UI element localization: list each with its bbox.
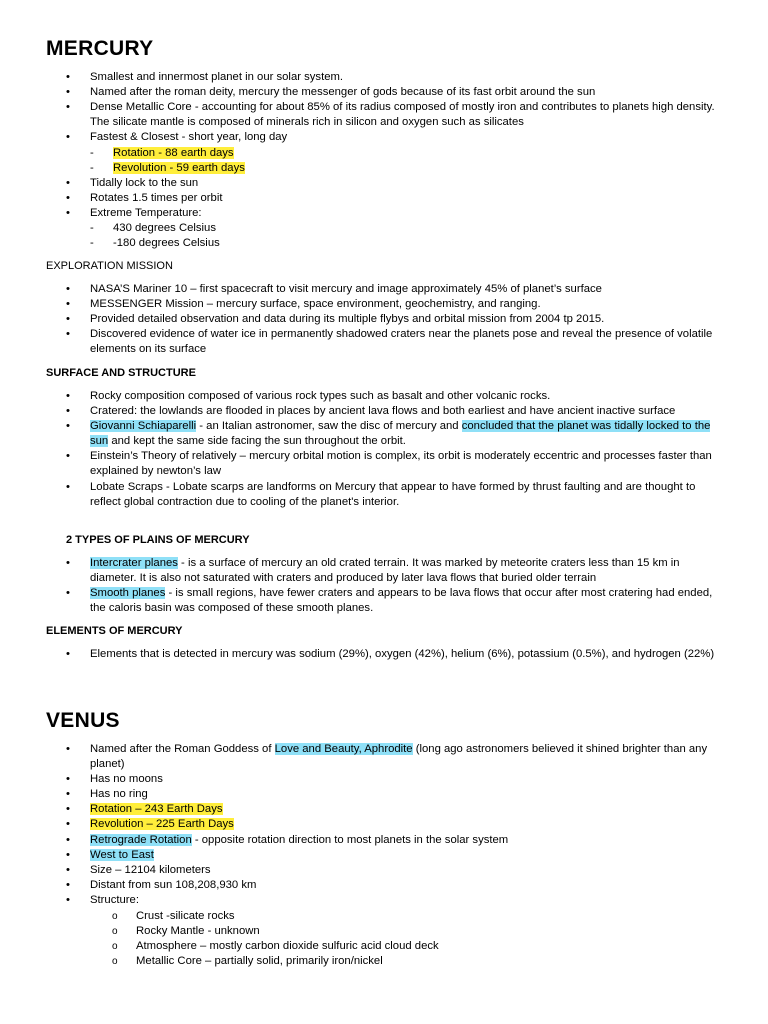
retrograde-text: - opposite rotation direction to most planets in the solar system bbox=[191, 833, 509, 846]
surface-list bbox=[46, 389, 728, 510]
list-item: • NASA’S Mariner 10 – first spacecraft to visit mercury and image approximately 45% of planet’s surface bbox=[46, 282, 728, 297]
smooth-highlight: Smooth planes bbox=[90, 587, 166, 600]
list-item: • Size – 12104 kilometers bbox=[46, 863, 728, 878]
list-item bbox=[46, 742, 728, 772]
elements-list bbox=[46, 647, 728, 662]
list-item: • Discovered evidence of water ice in permanently shadowed craters near the planets pose and reveal the presence of volatile elements on its surface bbox=[46, 327, 728, 357]
schiaparelli-highlight: Giovanni Schiaparelli bbox=[90, 420, 197, 433]
temp-sub-list bbox=[46, 221, 728, 251]
smooth-text: - is small regions, have fewer craters and appears to be lava flows that occur after most cratering had ended, the caloris basin was composed of these smooth planes. bbox=[90, 587, 713, 615]
list-item bbox=[46, 817, 728, 832]
list-item bbox=[46, 833, 728, 848]
revolution-highlight: Revolution - 59 earth days bbox=[113, 162, 245, 175]
retrograde-highlight: Retrograde Rotation bbox=[90, 833, 192, 846]
tidally-locked-highlight: concluded that the planet was tidally locked to the sun bbox=[90, 420, 711, 448]
list-item: • Dense Metallic Core - accounting for about 85% of its radius composed of mostly iron and contributes to planets high density. The silicate mantle is composed of minerals rich in silicon and oxygen such as silicates bbox=[46, 100, 728, 130]
list-item: • Einstein’s Theory of relatively – mercury orbital motion is complex, its orbit is moderately eccentric and processes faster than explained by newton’s law bbox=[46, 449, 728, 479]
list-item: - -180 degrees Celsius bbox=[46, 236, 728, 251]
mercury-intro-list bbox=[46, 70, 728, 145]
list-item: - 430 degrees Celsius bbox=[46, 221, 728, 236]
list-item: o Crust -silicate rocks bbox=[46, 909, 728, 924]
list-item: • Extreme Temperature: bbox=[46, 206, 728, 221]
list-item: • Structure: bbox=[46, 893, 728, 908]
list-item: • Has no ring bbox=[46, 787, 728, 802]
mercury-title: MERCURY bbox=[46, 37, 154, 60]
list-item bbox=[46, 146, 728, 161]
direction-highlight: West to East bbox=[90, 848, 154, 861]
list-item: • Distant from sun 108,208,930 km bbox=[46, 878, 728, 893]
list-item: • Elements that is detected in mercury was sodium (29%), oxygen (42%), helium (6%), potassium (0.5%), and hydrogen (22%) bbox=[46, 647, 728, 662]
list-item: • Tidally lock to the sun bbox=[46, 176, 728, 191]
list-item: • Named after the roman deity, mercury the messenger of gods because of its fast orbit around the sun bbox=[46, 85, 728, 100]
structure-sub-list bbox=[46, 909, 728, 969]
schiaparelli-text: - an Italian astronomer, saw the disc of mercury and bbox=[196, 420, 462, 433]
exploration-heading: EXPLORATION MISSION bbox=[46, 260, 173, 272]
fast-sub-list bbox=[46, 146, 728, 176]
venus-rotation-highlight: Rotation – 243 Earth Days bbox=[90, 803, 223, 816]
rotation-highlight: Rotation - 88 earth days bbox=[113, 147, 234, 159]
aphrodite-highlight: Love and Beauty, Aphrodite bbox=[274, 743, 413, 755]
exploration-list bbox=[46, 282, 728, 357]
list-item bbox=[46, 802, 728, 817]
plains-heading: 2 TYPES OF PLAINS OF MERCURY bbox=[66, 534, 250, 546]
list-item: • Rotates 1.5 times per orbit bbox=[46, 191, 728, 206]
list-item: o Atmosphere – mostly carbon dioxide sulfuric acid cloud deck bbox=[46, 939, 728, 954]
list-item bbox=[46, 161, 728, 176]
intercrater-text: - is a surface of mercury an old crated terrain. It was marked by meteorite craters less than 15 km in diameter. It is also not saturated with craters and produced by later lava flows that buried older terrain bbox=[90, 557, 680, 585]
list-item: • Rocky composition composed of various rock types such as basalt and other volcanic rocks. bbox=[46, 389, 728, 404]
list-item: • MESSENGER Mission – mercury surface, space environment, geochemistry, and ranging. bbox=[46, 297, 728, 312]
list-item: • Provided detailed observation and data during its multiple flybys and orbital mission from 2004 tp 2015. bbox=[46, 312, 728, 327]
list-item: • Cratered: the lowlands are flooded in places by ancient lava flows and both earliest and have ancient inactive surface bbox=[46, 404, 728, 419]
list-item: • Smallest and innermost planet in our solar system. bbox=[46, 70, 728, 85]
elements-heading: ELEMENTS OF MERCURY bbox=[46, 625, 183, 637]
surface-heading: SURFACE AND STRUCTURE bbox=[46, 367, 196, 379]
plains-list bbox=[46, 556, 728, 616]
schiaparelli-end-text: and kept the same side facing the sun throughout the orbit. bbox=[108, 435, 406, 448]
list-item: o Rocky Mantle - unknown bbox=[46, 924, 728, 939]
list-item: • Fastest & Closest - short year, long day bbox=[46, 130, 728, 145]
list-item: o Metallic Core – partially solid, primarily iron/nickel bbox=[46, 954, 728, 969]
list-item bbox=[46, 848, 728, 863]
venus-revolution-highlight: Revolution – 225 Earth Days bbox=[90, 818, 234, 831]
list-item bbox=[46, 586, 728, 616]
venus-list bbox=[46, 742, 728, 908]
list-item: • Has no moons bbox=[46, 772, 728, 787]
named-post-text: (long ago astronomers believed it shined brighter than any planet) bbox=[90, 743, 708, 771]
mercury-more-list bbox=[46, 176, 728, 221]
list-item bbox=[46, 556, 728, 586]
list-item bbox=[46, 419, 728, 449]
venus-title: VENUS bbox=[46, 709, 120, 732]
list-item: • Lobate Scraps - Lobate scarps are landforms on Mercury that appear to have formed by thrust faulting and are thought to reflect global contraction due to cooling of the planet's interior. bbox=[46, 480, 728, 510]
named-pre-text: Named after the Roman Goddess of bbox=[90, 743, 275, 755]
intercrater-highlight: Intercrater planes bbox=[90, 557, 178, 569]
